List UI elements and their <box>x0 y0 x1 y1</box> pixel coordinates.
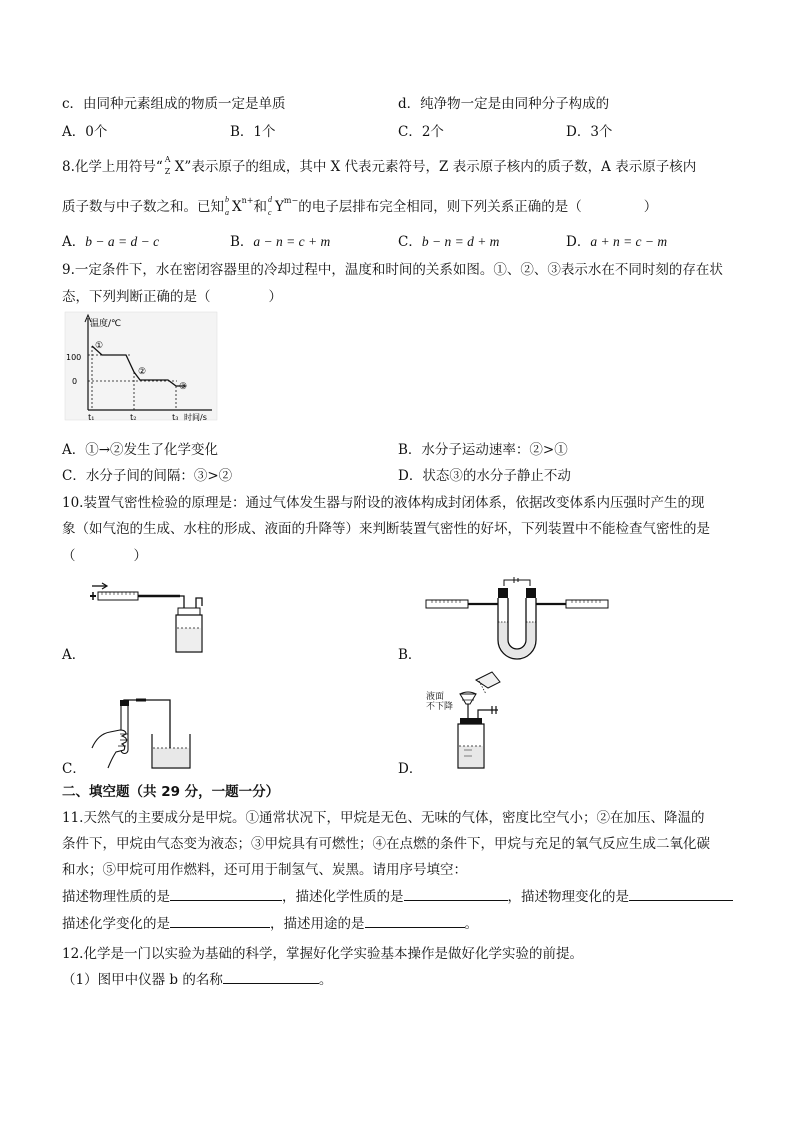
x-tick-t2: t₂ <box>130 413 137 422</box>
q8-option-d-label: D． <box>566 234 591 250</box>
q11-line-4 <box>62 885 733 905</box>
section-2-title <box>62 780 279 800</box>
beaker-water <box>153 748 189 767</box>
q11-end: 。 <box>464 916 478 932</box>
q11-line-1: 11.天然气的主要成分是甲烷。①通常状况下，甲烷是无色、无味的气体，密度比空气小；②在加压、降温的 <box>62 810 705 826</box>
q11-chemical-change-prompt: 描述化学变化的是 <box>62 916 170 932</box>
q12-sub-1 <box>62 968 332 988</box>
q8-symbol-x: X <box>174 159 185 175</box>
state-marker-1: ① <box>95 341 104 351</box>
x-tick-t1: t₁ <box>88 413 95 422</box>
q9-temperature-chart <box>62 310 222 425</box>
q8-option-b-expr: a − n = c + m <box>253 234 331 249</box>
section-2-title-text: 二、填空题（共 29 分，一题一分） <box>62 784 280 800</box>
state-marker-2: ② <box>138 367 147 377</box>
q8-and: 和 <box>253 199 267 215</box>
q12-line-1: 12.化学是一门以实验为基础的科学，掌握好化学实验基本操作是做好化学实验的前提。 <box>62 946 583 962</box>
q7-answer-c: C．2个 <box>398 124 444 140</box>
q8-option-a-expr: b − a = d − c <box>85 234 160 249</box>
q8-a-sub: a <box>225 207 229 217</box>
side-tube-clamp <box>478 706 498 718</box>
q9-option-a: A．①→②发生了化学变化 <box>62 442 219 458</box>
q11-line-3: 和水；⑤甲烷可用作燃料，还可用于制氢气、炭黑。请用序号填空： <box>62 862 467 878</box>
q8-line1-pre: 8.化学上用符号“ <box>62 159 163 175</box>
q12-sub1-prompt: （1）图甲中仪器 b 的名称 <box>62 972 223 988</box>
q8-x-notation <box>224 194 232 217</box>
apparatus-c-label: C． <box>62 761 86 777</box>
u-tube-inner <box>508 598 526 649</box>
q8-option-c <box>398 230 499 250</box>
q11-chemical-change-blank[interactable] <box>170 913 270 928</box>
hand <box>92 730 127 768</box>
liquid <box>177 628 201 651</box>
q11-chemical-property-blank[interactable] <box>404 886 508 901</box>
q7-option-d: d．纯净物一定是由同种分子构成的 <box>398 96 610 112</box>
u-tube-liquid <box>499 622 535 658</box>
q12-sub1-end: 。 <box>318 972 333 988</box>
right-stopper <box>526 588 536 598</box>
q11-line-2: 条件下，甲烷由气态变为液态；③甲烷具有可燃性；④在点燃的条件下，甲烷与充足的氧气反应生成二氧化碳 <box>62 836 710 852</box>
q10-close: ） <box>133 548 147 564</box>
q8-line1-post: ”表示原子的组成，其中 X 代表元素符号，Z 表示原子核内的质子数，A 表示原子核内 <box>184 159 697 175</box>
x-axis-label: 时间/s <box>184 413 207 422</box>
stopper <box>178 608 200 615</box>
q8-option-c-label: C． <box>398 234 422 250</box>
q10-line-2: 象（如气泡的生成、水柱的形成、液面的升降等）来判断装置气密性的好坏，下列装置中不能检查气密性的是 <box>62 521 710 537</box>
q7-answer-b: B．1个 <box>230 124 276 140</box>
q8-option-d <box>566 230 667 250</box>
q8-b-sup: b <box>225 194 229 204</box>
q10-line-3 <box>62 544 147 564</box>
q7-answer-a: A．0个 <box>62 124 108 140</box>
y-axis-label: 温度/℃ <box>90 319 122 329</box>
q8-d-sup: d <box>267 194 272 204</box>
q9-close: ） <box>268 289 282 305</box>
q11-use-prompt: ，描述用途的是 <box>270 916 365 932</box>
q12-instrument-b-blank[interactable] <box>223 969 319 984</box>
apparatus-b-label: B． <box>398 647 422 663</box>
y-tick-100: 100 <box>66 353 82 362</box>
q8-option-a-label: A． <box>62 234 86 250</box>
q9-line2-text: 态，下列判断正确的是（ <box>62 289 211 305</box>
apparatus-d-image <box>448 668 518 772</box>
q9-option-b: B．水分子运动速率：②>① <box>398 442 568 458</box>
left-stopper <box>498 588 508 598</box>
apparatus-a-image <box>88 576 218 656</box>
q8-y-notation <box>267 194 275 217</box>
q8-mass-number: A <box>164 154 171 164</box>
q11-physical-property-blank[interactable] <box>170 886 282 901</box>
q10-line3-text: （ <box>62 548 76 564</box>
funnel-top <box>460 694 476 704</box>
q8-nuclide-notation <box>163 154 175 176</box>
q9-option-d: D．状态③的水分子静止不动 <box>398 468 571 484</box>
apparatus-d-note-line1: 液面 <box>426 692 445 702</box>
q8-option-c-expr: b − n = d + m <box>421 234 500 249</box>
apparatus-d-label: D． <box>398 761 423 777</box>
q8-line-2 <box>62 195 657 215</box>
q8-close: ） <box>643 199 658 215</box>
q10-line-1: 10.装置气密性检验的原理是：通过气体发生器与附设的液体构成封闭体系，依据改变体系内压强时产生的现 <box>62 495 705 511</box>
q11-physical-change-prompt: ，描述物理变化的是 <box>507 889 629 905</box>
q8-x: X <box>232 199 242 215</box>
x-tick-t3: t₃ <box>172 413 179 422</box>
q11-line-5 <box>62 912 478 932</box>
q11-physical-change-blank[interactable] <box>629 886 733 901</box>
q8-m-minus: m− <box>283 196 299 205</box>
state-marker-3: ③ <box>179 382 188 392</box>
q8-line2-pre: 质子数与中子数之和。已知 <box>62 199 224 215</box>
q8-line-1 <box>62 155 696 175</box>
q11-use-blank[interactable] <box>365 913 465 928</box>
q8-option-d-expr: a + n = c − m <box>590 234 668 249</box>
q7-option-c: c．由同种元素组成的物质一定是单质 <box>62 96 286 112</box>
q8-c-sub: c <box>267 207 272 217</box>
q8-y: Y <box>274 199 284 215</box>
q8-n-plus: n+ <box>241 196 254 205</box>
apparatus-d-note-line2: 不下降 <box>426 702 454 712</box>
q8-option-a <box>62 230 159 250</box>
top-wire <box>504 580 530 586</box>
flask-liquid <box>459 746 483 767</box>
apparatus-b-image <box>424 576 614 661</box>
q9-option-c: C．水分子间的间隔：③>② <box>62 468 233 484</box>
apparatus-c-image <box>86 698 206 770</box>
apparatus-a-label: A． <box>62 647 86 663</box>
q8-option-b-label: B． <box>230 234 254 250</box>
q8-line2-post: 的电子层排布完全相同，则下列关系正确的是（ <box>298 199 582 215</box>
q11-chemical-property-prompt: ，描述化学性质的是 <box>282 889 404 905</box>
q11-physical-property-prompt: 描述物理性质的是 <box>62 889 170 905</box>
q9-line-2 <box>62 285 282 305</box>
q7-answer-d: D．3个 <box>566 124 613 140</box>
y-tick-0: 0 <box>72 377 78 386</box>
q8-option-b <box>230 230 330 250</box>
q8-atomic-number: Z <box>164 166 171 176</box>
q9-line-1: 9.一定条件下，水在密闭容器里的冷却过程中，温度和时间的关系如图。①、②、③表示水在不同时刻的存在状 <box>62 262 723 278</box>
bottle-stopper <box>460 718 482 724</box>
pouring-beaker <box>476 672 500 688</box>
